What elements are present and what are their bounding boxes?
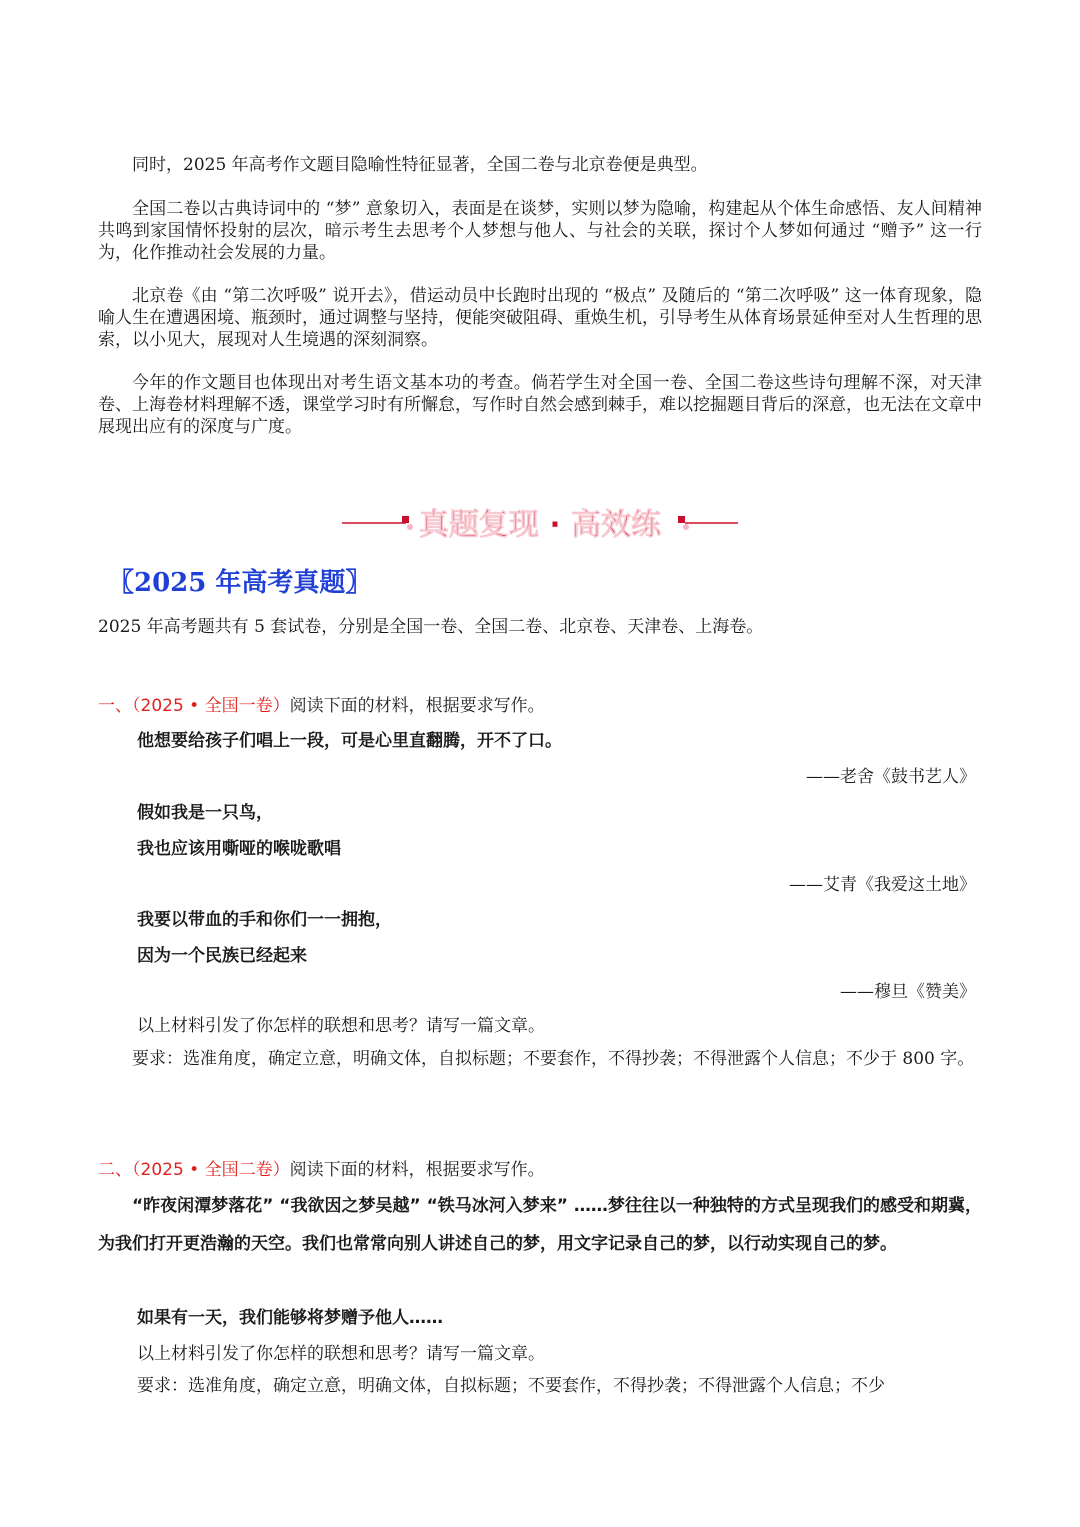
q1-quote-3b: 因为一个民族已经起来 <box>137 946 307 966</box>
q1-attribution-3: ——穆旦《赞美》 <box>840 982 976 1002</box>
question-2-number: 二、 <box>98 1160 132 1180</box>
diamond-icon <box>678 516 685 523</box>
q2-material: “昨夜闲潭梦落花” “我欲因之梦吴越” “铁马冰河入梦来” ……梦往往以一种独特的方式呈现我们的感受和期冀，为我们打开更浩瀚的天空。我们也常常向别人讲述自己的梦，用文字记录自己的梦，以行动实现自己的梦。 <box>98 1196 982 1254</box>
question-2-header <box>98 1155 545 1180</box>
banner-decoration <box>340 494 740 550</box>
intro-paragraph-4: 今年的作文题目也体现出对考生语文基本功的考查。倘若学生对全国一卷、全国二卷这些诗句理解不深，对天津卷、上海卷材料理解不透，课堂学习时有所懈怠，写作时自然会感到棘手，难以挖掘题目背后的深意，也无法在文章中展现出应有的深度与广度。 <box>98 373 982 437</box>
q1-quote-3a: 我要以带血的手和你们一一拥抱， <box>137 910 392 930</box>
q1-attribution-2: ——艾青《我爱这土地》 <box>789 875 976 895</box>
q1-attribution-1: ——老舍《鼓书艺人》 <box>806 767 976 787</box>
intro-paragraph-1: 同时，2025 年高考作文题目隐喻性特征显著，全国二卷与北京卷便是典型。 <box>132 155 708 175</box>
q2-requirement: 要求：选准角度，确定立意，明确文体，自拟标题；不要套作，不得抄袭；不得泄露个人信息；不少 <box>137 1376 885 1396</box>
q1-quote-2b: 我也应该用嘶哑的喉咙歌唱 <box>137 839 341 859</box>
intro-paragraph-3: 北京卷《由 “第二次呼吸” 说开去》，借运动员中长跑时出现的 “极点” 及随后的 “第二次呼吸” 这一体育现象，隐喻人生在遭遇困境、瓶颈时，通过调整与坚持，便能突破阻碍、重焕生机，引导考生从体育场景延伸至对人生哲理的思索，以小见大，展现对人生境遇的深刻洞察。 <box>98 286 982 350</box>
question-1-source: （2025 • 全国一卷） <box>132 696 290 716</box>
section-banner <box>340 494 740 550</box>
q1-prompt: 以上材料引发了你怎样的联想和思考？请写一篇文章。 <box>137 1016 545 1036</box>
q1-quote-2a: 假如我是一只鸟， <box>137 803 273 823</box>
question-1-number: 一、 <box>98 696 132 716</box>
q1-quote-1: 他想要给孩子们唱上一段，可是心里直翻腾，开不了口。 <box>137 731 562 751</box>
question-2-instruction: 阅读下面的材料，根据要求写作。 <box>289 1160 545 1180</box>
question-1-header <box>98 691 545 716</box>
section-title: 〖2025 年高考真题〗 <box>108 568 372 598</box>
q1-requirement: 要求：选准角度，确定立意，明确文体，自拟标题；不要套作，不得抄袭；不得泄露个人信息；不少于 800 字。 <box>132 1049 975 1069</box>
question-1-instruction: 阅读下面的材料，根据要求写作。 <box>289 696 545 716</box>
diamond-icon <box>402 516 409 523</box>
q2-prompt: 以上材料引发了你怎样的联想和思考？请写一篇文章。 <box>137 1344 545 1364</box>
intro-paragraph-2: 全国二卷以古典诗词中的 “梦” 意象切入，表面是在谈梦，实则以梦为隐喻，构建起从个体生命感悟、友人间精神共鸣到家国情怀投射的层次，暗示考生去思考个人梦想与他人、与社会的关联，探讨个人梦如何通过 “赠予” 这一行为，化作推动社会发展的力量。 <box>98 199 982 263</box>
question-2-source: （2025 • 全国二卷） <box>132 1160 290 1180</box>
banner-title: 真题复现 · 高效练 <box>418 507 662 543</box>
q2-material-2: 如果有一天，我们能够将梦赠予他人…… <box>137 1308 443 1328</box>
section-summary: 2025 年高考题共有 5 套试卷，分别是全国一卷、全国二卷、北京卷、天津卷、上海卷。 <box>98 617 764 637</box>
